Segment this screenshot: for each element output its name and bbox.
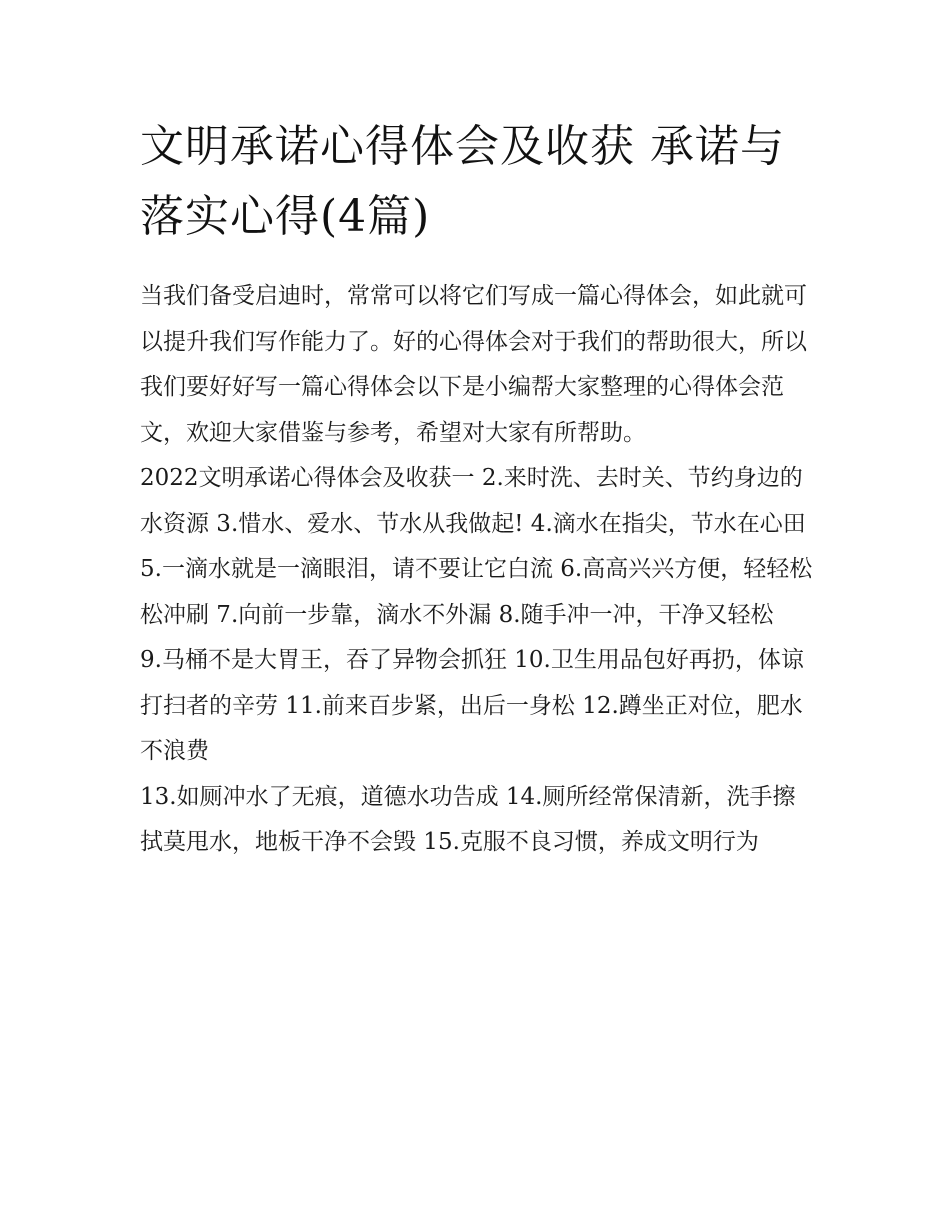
document-title: 文明承诺心得体会及收获 承诺与落实心得(4篇) <box>140 121 785 242</box>
slogan-paragraph-2: 5.一滴水就是一滴眼泪，请不要让它白流 6.高高兴兴方便，轻轻松松冲刷 7.向前一步靠，滴水不外漏 8.随手冲一冲，干净又轻松 <box>140 556 813 628</box>
slogan-paragraph-4: 13.如厕冲水了无痕，道德水功告成 14.厕所经常保清新，洗手擦拭莫甩水，地板干净不会毁 15.克服不良习惯，养成文明行为 <box>140 783 796 855</box>
document-page <box>140 112 815 866</box>
intro-paragraph: 当我们备受启迪时，常常可以将它们写成一篇心得体会，如此就可以提升我们写作能力了。好的心得体会对于我们的帮助很大，所以我们要好好写一篇心得体会以下是小编帮大家整理的心得体会范文，欢迎大家借鉴与参考，希望对大家有所帮助。 <box>140 283 807 446</box>
slogan-paragraph-1: 2022文明承诺心得体会及收获一 2.来时洗、去时关、节约身边的水资源 3.惜水、爱水、节水从我做起! 4.滴水在指尖，节水在心田 <box>140 465 806 537</box>
slogan-paragraph-3: 9.马桶不是大胃王，吞了异物会抓狂 10.卫生用品包好再扔，体谅打扫者的辛劳 11.前来百步紧，出后一身松 12.蹲坐正对位，肥水不浪费 <box>140 647 804 764</box>
